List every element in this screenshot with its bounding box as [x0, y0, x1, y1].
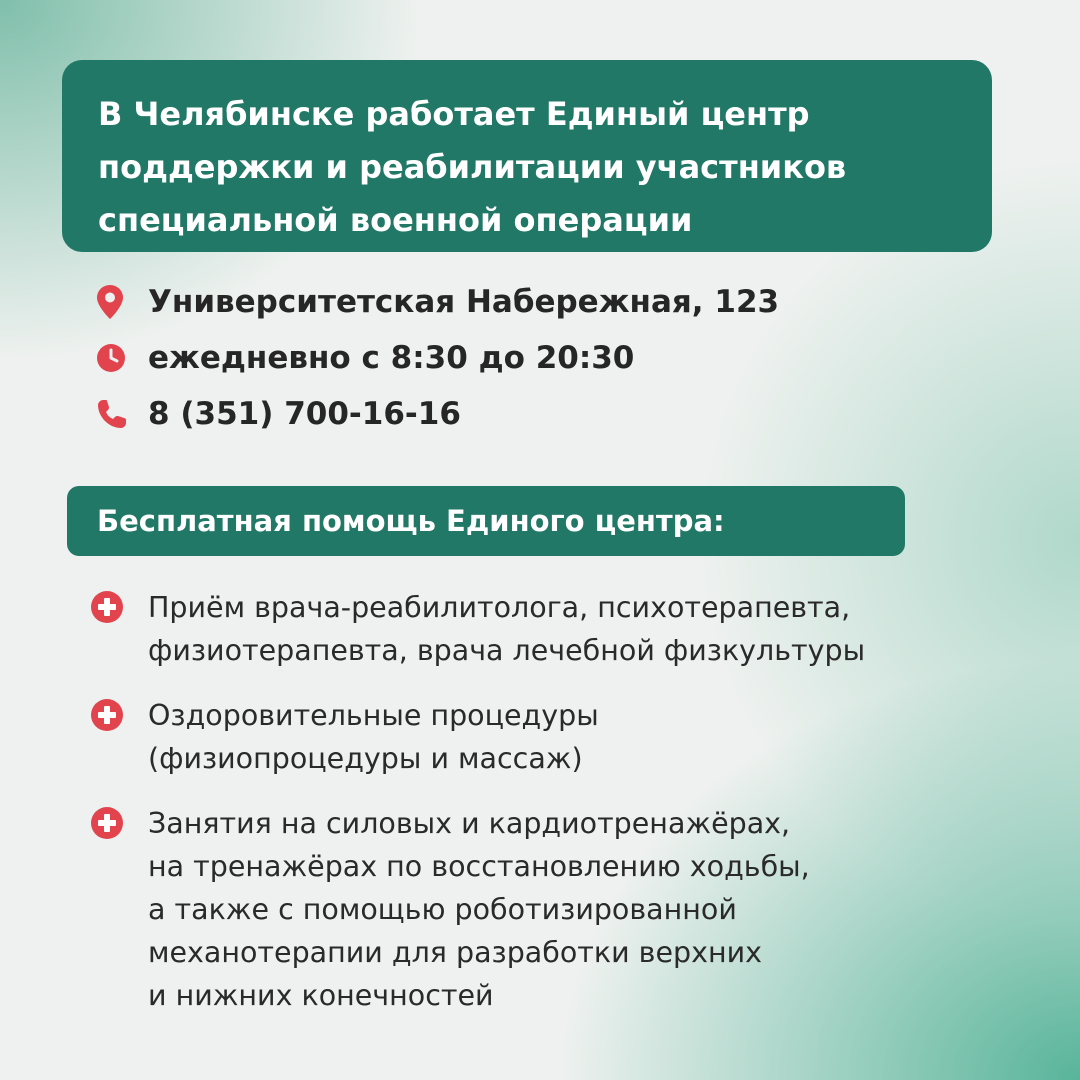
- list-item: [90, 694, 865, 780]
- location-pin-icon: [96, 282, 136, 322]
- service-line: Занятия на силовых и кардиотренажёрах,: [148, 807, 791, 840]
- clock-icon: [96, 338, 136, 378]
- hours-text: ежедневно с 8:30 до 20:30: [148, 340, 635, 376]
- services-list: [90, 586, 865, 1039]
- service-line: Оздоровительные процедуры: [148, 699, 599, 732]
- help-banner: [67, 486, 905, 556]
- address-text: Университетская Набережная, 123: [148, 284, 780, 320]
- medical-cross-icon: [90, 590, 124, 624]
- title-line-3: специальной военной операции: [98, 201, 693, 239]
- title-line-1: В Челябинске работает Единый центр: [98, 95, 810, 133]
- service-line: механотерапии для разработки верхних: [148, 936, 762, 969]
- list-item: [90, 586, 865, 672]
- service-line: физиотерапевта, врача лечебной физкультуры: [148, 634, 866, 667]
- title-banner: [62, 60, 992, 252]
- service-line: (физиопроцедуры и массаж): [148, 742, 583, 775]
- medical-cross-icon: [90, 698, 124, 732]
- title-line-2: поддержки и реабилитации участников: [98, 148, 847, 186]
- contact-address: [96, 274, 779, 330]
- contacts-list: [96, 274, 779, 442]
- service-line: а также с помощью роботизированной: [148, 893, 737, 926]
- medical-cross-icon: [90, 806, 124, 840]
- help-title: Бесплатная помощь Единого центра:: [97, 504, 725, 538]
- service-line: на тренажёрах по восстановлению ходьбы,: [148, 850, 810, 883]
- contact-hours: [96, 330, 779, 386]
- phone-text: 8 (351) 700-16-16: [148, 396, 461, 432]
- service-line: и нижних конечностей: [148, 979, 494, 1012]
- contact-phone: [96, 386, 779, 442]
- list-item: [90, 802, 865, 1017]
- service-line: Приём врача-реабилитолога, психотерапевта,: [148, 591, 851, 624]
- phone-icon: [96, 394, 136, 434]
